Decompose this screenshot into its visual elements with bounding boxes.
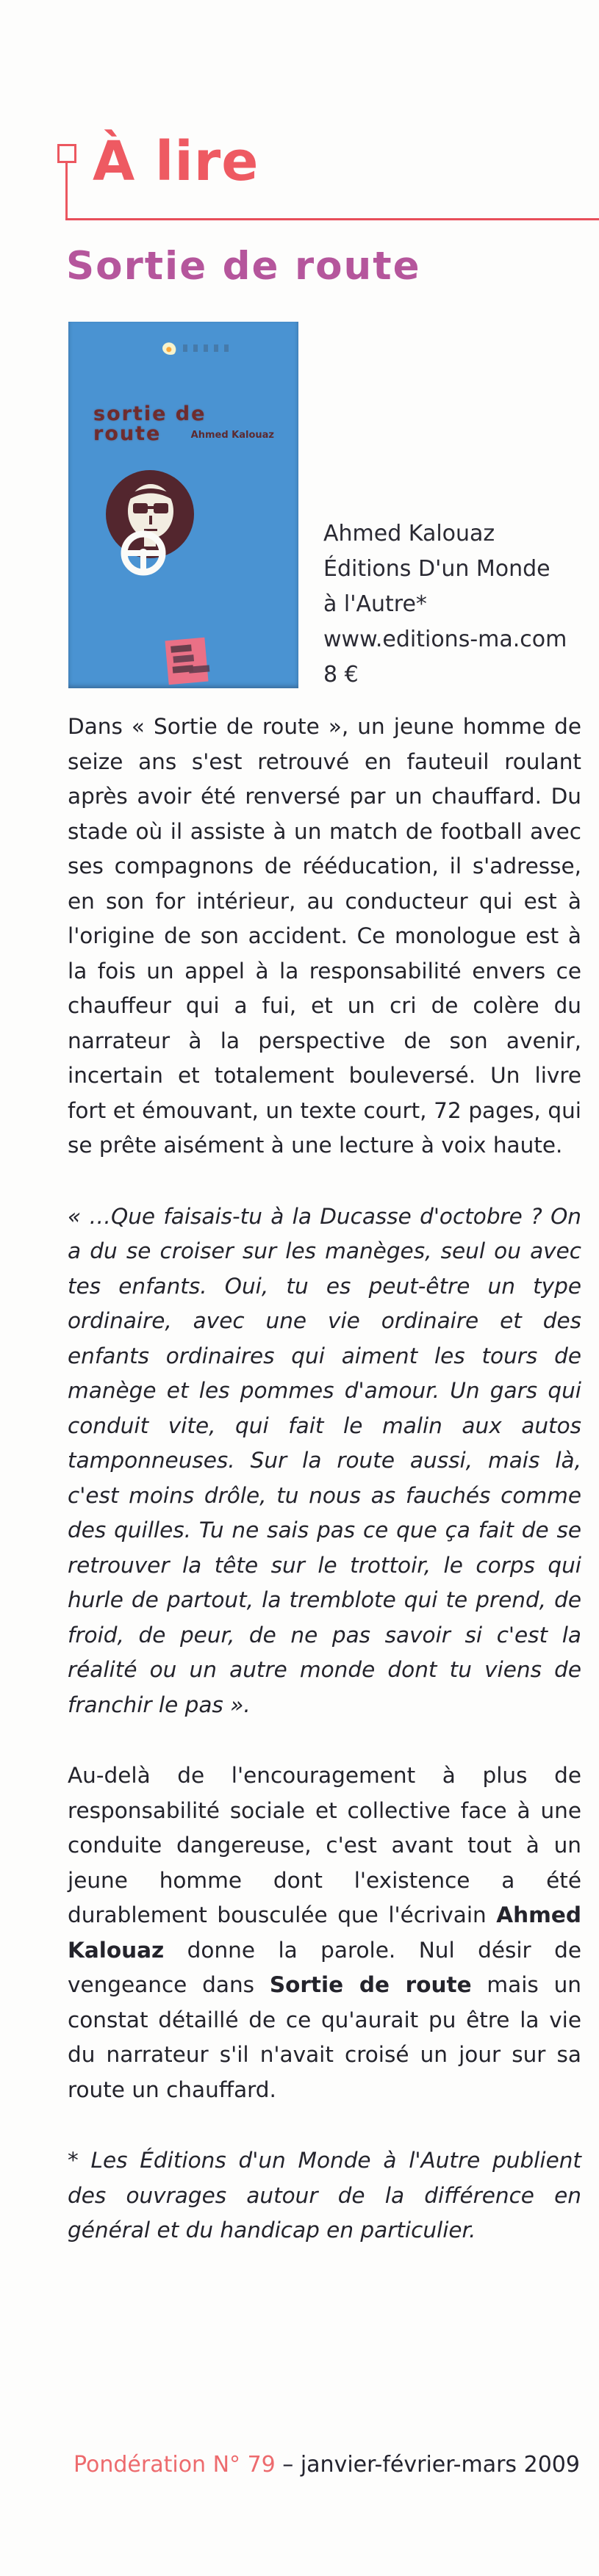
cover-author: Ahmed Kalouaz bbox=[190, 430, 274, 441]
book-cover bbox=[68, 322, 298, 688]
sticker-barcode-marks bbox=[171, 644, 192, 652]
cover-face-illustration bbox=[68, 322, 298, 688]
book-website: www.editions-ma.com bbox=[323, 627, 567, 652]
square-bullet-icon bbox=[57, 144, 76, 163]
closing-text-2: donne la parole. Nul désir de vengeance dans bbox=[68, 1937, 581, 1997]
closing-title-bold: Sortie de route bbox=[269, 1972, 472, 1997]
book-author: Ahmed Kalouaz bbox=[323, 521, 495, 546]
closing-author-bold: Ahmed Kalouaz bbox=[68, 1902, 581, 1963]
footnote: * Les Éditions d'un Monde à l'Autre publient des ouvrages autour de la différence en général et du handicap en particulier. bbox=[68, 2148, 581, 2243]
book-publisher-line1: Éditions D'un Monde bbox=[323, 556, 550, 582]
paragraph-quote: « …Que faisais-tu à la Ducasse d'octobre ? On a du se croiser sur les manèges, seul ou avec tes enfants. Oui, tu es peut-être un type ordinaire, avec une vie ordinaire et des enfants ordinaires qui aiment les tours de manège et les pommes d'amour. Un gars qui conduit vite, qui fait le malin aux autos tamponneuses. Sur la route aussi, mais là, c'est moins drôle, tu nous as fauchés comme des quilles. Tu ne sais pas ce que ça fait de se retrouver la tête sur le trottoir, le corps qui hurle de partout, la tremblote qui te prend, de froid, de peur, de ne pas savoir si c'est la réalité ou un autre monde dont tu viens de franchir le pas ». bbox=[68, 1203, 581, 1717]
section-title: À lire bbox=[93, 130, 259, 193]
issue-date: – janvier-février-mars 2009 bbox=[275, 2452, 580, 2478]
paragraph-closing bbox=[68, 1758, 581, 2107]
price-sticker bbox=[165, 638, 208, 685]
corner-rule-vertical bbox=[65, 162, 68, 220]
paragraph-intro: Dans « Sortie de route », un jeune homme de seize ans s'est retrouvé en fauteuil roulant après avoir été renversé par un chauffard. Du stade où il assiste à un match de football avec ses compagnons de rééducation, il s'adresse, en son for intérieur, au conducteur qui est à l'origine de son accident. Ce monologue est à la fois un appel à la responsabilité envers ce chauffeur qui a fui, et un cri de colère du narrateur à la perspective de son avenir, incertain et totalement bouleversé. Un livre fort et émouvant, un texte court, 72 pages, qui se prête aisément à une lecture à voix haute. bbox=[68, 714, 581, 1158]
closing-text-1: Au-delà de l'encouragement à plus de responsabilité sociale et collective face à une conduite dangereuse, c'est avant tout à un jeune homme dont l'existence a été durablement bousculée que l'écrivain bbox=[68, 1763, 581, 1927]
cover-title: sortie de route bbox=[93, 403, 207, 445]
book-price: 8 € bbox=[323, 662, 359, 688]
book-info bbox=[323, 516, 588, 693]
page-footer bbox=[73, 2452, 580, 2478]
book-publisher-line2: à l'Autre* bbox=[323, 591, 427, 617]
article-body bbox=[68, 710, 581, 2248]
corner-rule-horizontal bbox=[65, 218, 599, 220]
journal-issue: Pondération N° 79 bbox=[73, 2452, 276, 2478]
article-title: Sortie de route bbox=[66, 244, 421, 289]
closing-text-3: mais un constat détaillé de ce qu'aurait pu être la vie du narrateur s'il n'avait croisé un jour sur sa route un chauffard. bbox=[68, 1972, 582, 2102]
